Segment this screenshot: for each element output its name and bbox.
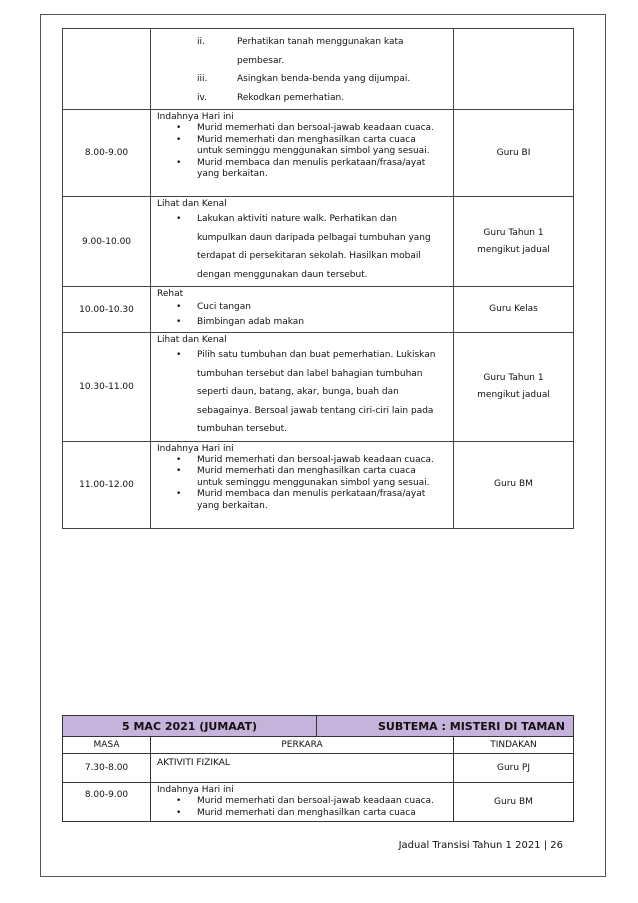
bullet-list — [157, 123, 451, 181]
masa-cell — [63, 29, 151, 110]
list-item: • Murid memerhati dan menghasilkan carta cuaca — [157, 808, 451, 820]
date-title: 5 MAC 2021 (JUMAAT) — [63, 716, 317, 737]
table-row — [63, 29, 574, 110]
list-item: • Bimbingan adab makan — [157, 315, 451, 330]
table-row — [63, 287, 574, 333]
bullet-list — [157, 210, 451, 284]
tindakan-cell: Guru BM — [454, 783, 574, 822]
perkara-cell — [151, 29, 454, 110]
list-item: iii. Asingkan benda-benda yang dijumpai. — [197, 74, 411, 84]
list-item: • Pilih satu tumbuhan dan buat pemerhatian. Lukiskan tumbuhan tersebut dan label bahagian tumbuhan seperti daun, batang, akar, bunga, buah dan sebagainya. Bersoal jawab tentang ciri-ciri lain pada tumbuhan tersebut. — [157, 346, 451, 439]
table-row — [63, 754, 574, 783]
activity-heading: Indahnya Hari ini — [157, 785, 234, 795]
perkara-cell — [151, 783, 454, 822]
list-item: • Murid memerhati dan bersoal-jawab keadaan cuaca. — [157, 796, 451, 808]
subtema-title: SUBTEMA : MISTERI DI TAMAN — [317, 716, 574, 737]
bullet-list — [157, 300, 451, 330]
tindakan-cell: Guru Kelas — [454, 287, 574, 333]
list-item: • Cuci tangan — [157, 300, 451, 315]
list-item: • Murid memerhati dan menghasilkan carta cuaca untuk seminggu menggunakan simbol yang sesuai. — [157, 466, 451, 489]
list-item: iv. Rekodkan pemerhatian. — [197, 92, 345, 103]
list-item: • Murid memerhati dan bersoal-jawab keadaan cuaca. — [157, 455, 451, 467]
tindakan-cell: Guru BM — [454, 441, 574, 528]
activity-heading: Rehat — [157, 289, 184, 299]
perkara-cell — [151, 110, 454, 197]
header-row — [63, 737, 574, 754]
list-item: ii. Perhatikan tanah menggunakan kata pembesar. — [197, 37, 404, 66]
table-row — [63, 783, 574, 822]
perkara-cell — [151, 333, 454, 442]
masa-cell: 9.00-10.00 — [63, 197, 151, 287]
masa-cell: 10.30-11.00 — [63, 333, 151, 442]
masa-cell: 7.30-8.00 — [63, 754, 151, 783]
activity-heading: Lihat dan Kenal — [157, 199, 227, 209]
schedule-table-bottom — [62, 715, 574, 822]
activity-heading: AKTIVITI FIZIKAL — [157, 758, 230, 768]
tindakan-cell: Guru Tahun 1 mengikut jadual — [454, 197, 574, 287]
perkara-cell — [151, 197, 454, 287]
column-header-tindakan: TINDAKAN — [454, 737, 574, 754]
bullet-list — [157, 455, 451, 513]
column-header-masa: MASA — [63, 737, 151, 754]
tindakan-cell: Guru Tahun 1 mengikut jadual — [454, 333, 574, 442]
bullet-list — [157, 346, 451, 439]
table-row — [63, 197, 574, 287]
perkara-cell — [151, 441, 454, 528]
perkara-cell — [151, 754, 454, 783]
page-footer: Jadual Transisi Tahun 1 2021 | 26 — [398, 840, 563, 851]
activity-heading: Indahnya Hari ini — [157, 112, 234, 122]
list-item: • Murid membaca dan menulis perkataan/frasa/ayat yang berkaitan. — [157, 158, 451, 181]
tindakan-cell: Guru PJ — [454, 754, 574, 783]
tindakan-cell — [454, 29, 574, 110]
masa-cell: 8.00-9.00 — [63, 783, 151, 822]
masa-cell: 8.00-9.00 — [63, 110, 151, 197]
activity-heading: Indahnya Hari ini — [157, 443, 234, 454]
date-title-row — [63, 716, 574, 737]
masa-cell: 10.00-10.30 — [63, 287, 151, 333]
tindakan-cell: Guru BI — [454, 110, 574, 197]
perkara-cell — [151, 287, 454, 333]
list-item: • Murid memerhati dan bersoal-jawab keadaan cuaca. — [157, 123, 451, 135]
schedule-table-top — [62, 28, 574, 529]
table-row — [63, 333, 574, 442]
list-item: • Murid memerhati dan menghasilkan carta cuaca untuk seminggu menggunakan simbol yang sesuai. — [157, 135, 451, 158]
bullet-list — [157, 796, 451, 819]
list-item: • Lakukan aktiviti nature walk. Perhatikan dan kumpulkan daun daripada pelbagai tumbuhan yang terdapat di persekitaran sekolah. Hasilkan mobail dengan menggunakan daun tersebut. — [157, 210, 451, 284]
activity-heading: Lihat dan Kenal — [157, 335, 227, 345]
list-item: • Murid membaca dan menulis perkataan/frasa/ayat yang berkaitan. — [157, 489, 451, 512]
table-row — [63, 110, 574, 197]
column-header-perkara: PERKARA — [151, 737, 454, 754]
masa-cell: 11.00-12.00 — [63, 441, 151, 528]
table-row — [63, 441, 574, 528]
roman-list — [157, 30, 451, 107]
